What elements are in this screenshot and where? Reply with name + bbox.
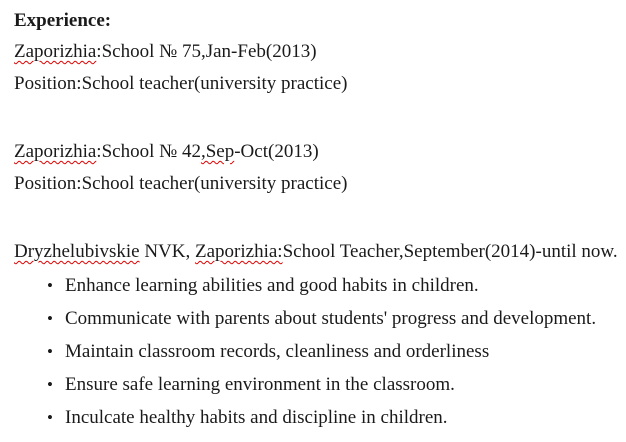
- entry-1-position: Position:School teacher(university practice): [14, 73, 348, 94]
- entry-1-title-text: :School № 75,Jan-Feb(2013): [96, 41, 317, 62]
- list-item: [14, 302, 620, 335]
- entry-2-position: Position:School teacher(university practice): [14, 173, 348, 194]
- list-item-text: Enhance learning abilities and good habits in children.: [65, 275, 479, 296]
- entry-3-title: [14, 236, 620, 268]
- misspelled-word-sep: ,Sep: [200, 141, 235, 162]
- misspelled-word-zaporizhia: Zaporizhia: [14, 141, 97, 162]
- bullet-icon: •: [47, 342, 53, 361]
- misspelled-word-dryzhelubivskie: Dryzhelubivskie: [14, 241, 140, 262]
- entry-2-title: [14, 136, 620, 168]
- misspelled-word-zaporizhia: Zaporizhia:: [195, 241, 283, 262]
- list-item: [14, 368, 620, 401]
- list-item-text: Communicate with parents about students' progress and development.: [65, 308, 597, 329]
- bullet-icon: •: [47, 408, 53, 427]
- list-item-text: Maintain classroom records, cleanliness and orderliness: [65, 341, 490, 362]
- entry-3-title-text: School Teacher,September(2014)-until now.: [282, 241, 618, 262]
- entry-2-title-text: -Oct(2013): [234, 141, 319, 162]
- entry-1-title: [14, 36, 620, 68]
- bullet-icon: •: [47, 309, 53, 328]
- duties-list: [14, 269, 620, 434]
- bullet-icon: •: [47, 276, 53, 295]
- list-item: [14, 269, 620, 302]
- list-item-text: Inculcate healthy habits and discipline in children.: [65, 407, 448, 428]
- list-item: [14, 401, 620, 434]
- entry-2-title-text: :School № 42: [96, 141, 201, 162]
- list-item: [14, 335, 620, 368]
- misspelled-word-zaporizhia: Zaporizhia: [14, 41, 97, 62]
- bullet-icon: •: [47, 375, 53, 394]
- list-item-text: Ensure safe learning environment in the classroom.: [65, 374, 455, 395]
- experience-heading: Experience:: [14, 10, 112, 31]
- entry-3-title-text: NVK,: [139, 241, 195, 262]
